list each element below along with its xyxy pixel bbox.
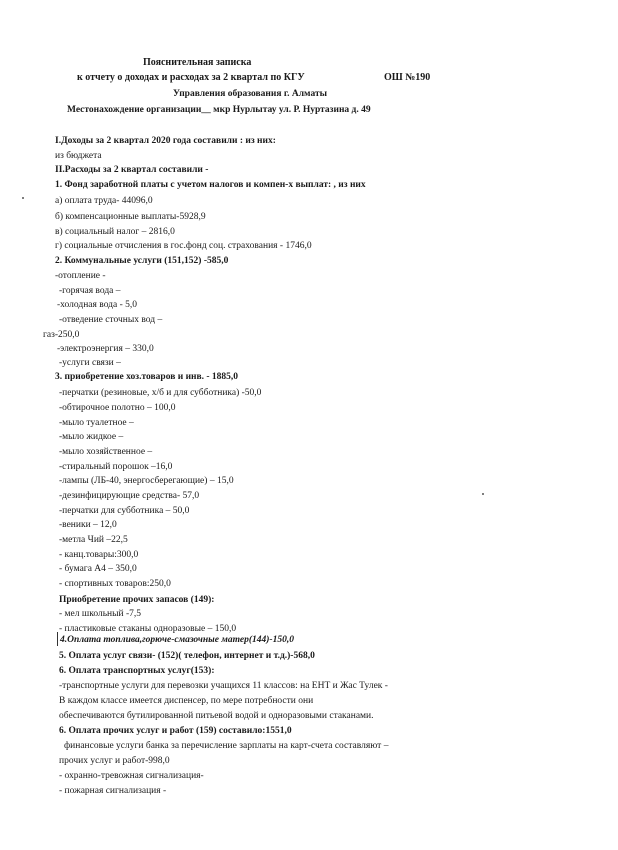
- supplies-item: -мыло туалетное –: [59, 418, 134, 428]
- supplies-item: - канц.товары:300,0: [59, 550, 139, 560]
- payroll-heading: 1. Фонд заработной платы с учетом налогов и компен-х выплат: , из них: [55, 180, 366, 190]
- utilities-item: -горячая вода –: [59, 286, 121, 296]
- supplies-item: -мыло жидкое –: [59, 432, 124, 442]
- supplies-item: -веники – 12,0: [59, 520, 117, 530]
- utilities-item: -холодная вода - 5,0: [57, 300, 138, 310]
- document-subtitle: к отчету о доходах и расходах за 2 квартал по КГУ: [77, 72, 305, 83]
- other-stock-item: - пластиковые стаканы одноразовые – 150,0: [59, 624, 237, 634]
- payroll-item: г) социальные отчисления в гос.фонд соц. страхования - 1746,0: [55, 241, 312, 251]
- utilities-item: газ-250,0: [43, 330, 80, 340]
- supplies-item: -стиральный порошок –16,0: [59, 462, 173, 472]
- margin-mark: [57, 632, 58, 646]
- expenses-heading: II.Расходы за 2 квартал составили -: [55, 165, 209, 175]
- supplies-item: -дезинфицирующие средства- 57,0: [59, 491, 200, 501]
- supplies-item: -обтирочное полотно – 100,0: [59, 403, 176, 413]
- supplies-item: -мыло хозяйственное –: [59, 447, 153, 457]
- supplies-item: -перчатки для субботника – 50,0: [59, 506, 190, 516]
- supplies-heading: 3. приобретение хоз.товаров и инв. - 1885,0: [55, 372, 239, 382]
- other-stock-heading: Приобретение прочих запасов (149):: [59, 595, 215, 605]
- other-stock-item: - мел школьный -7,5: [59, 609, 141, 619]
- school-number: ОШ №190: [384, 72, 431, 83]
- income-source: из бюджета: [55, 151, 102, 161]
- document-title: Пояснительная записка: [143, 57, 252, 68]
- transport-line: обеспечиваются бутилированной питьевой водой и одноразовыми стаканами.: [59, 711, 374, 721]
- utilities-item: -отопление -: [55, 271, 106, 281]
- utilities-heading: 2. Коммунальные услуги (151,152) -585,0: [55, 256, 229, 266]
- scan-speck: [482, 493, 484, 495]
- fuel-line: 4.Оплата топлива,горюче-смазочные матер(144)-150,0: [60, 635, 294, 645]
- payroll-item: а) оплата труда- 44096,0: [55, 196, 153, 206]
- supplies-item: - бумага А4 – 350,0: [59, 564, 137, 574]
- utilities-item: -услуги связи –: [59, 358, 121, 368]
- supplies-item: - спортивных товаров:250,0: [59, 579, 171, 589]
- supplies-item: -перчатки (резиновые, х/б и для субботника) -50,0: [59, 388, 262, 398]
- other-services-heading: 6. Оплата прочих услуг и работ (159) составило:1551,0: [59, 726, 292, 736]
- communication-line: 5. Оплата услуг связи- (152)( телефон, интернет и т.д.)-568,0: [59, 651, 315, 661]
- utilities-item: -электроэнергия – 330,0: [57, 344, 154, 354]
- transport-heading: 6. Оплата транспортных услуг(153):: [59, 666, 215, 676]
- scan-speck: [22, 197, 24, 199]
- supplies-item: -лампы (ЛБ-40, энергосберегающие) – 15,0: [59, 476, 234, 486]
- payroll-item: б) компенсационные выплаты-5928,9: [55, 212, 206, 222]
- transport-line: В каждом классе имеется диспенсер, по мере потребности они: [59, 696, 314, 706]
- payroll-item: в) социальный налог – 2816,0: [55, 227, 175, 237]
- other-services-item: - охранно-тревожная сигнализация-: [59, 771, 204, 781]
- other-services-item: прочих услуг и работ-998,0: [59, 756, 170, 766]
- other-services-item: финансовые услуги банка за перечисление зарплаты на карт-счета составляют –: [64, 741, 389, 751]
- other-services-item: - пожарная сигнализация -: [59, 786, 167, 796]
- supplies-item: -метла Чий –22,5: [59, 535, 128, 545]
- income-heading: I.Доходы за 2 квартал 2020 года составили : из них:: [55, 136, 276, 146]
- utilities-item: -отведение сточных вод –: [59, 315, 163, 325]
- transport-line: -транспортные услуги для перевозки учащихся 11 классов: на ЕНТ и Жас Тулек -: [59, 681, 388, 691]
- location-line: Местонахождение организации__ мкр Нурлытау ул. Р. Нуртазина д. 49: [67, 105, 371, 115]
- department-line: Управления образования г. Алматы: [173, 89, 328, 99]
